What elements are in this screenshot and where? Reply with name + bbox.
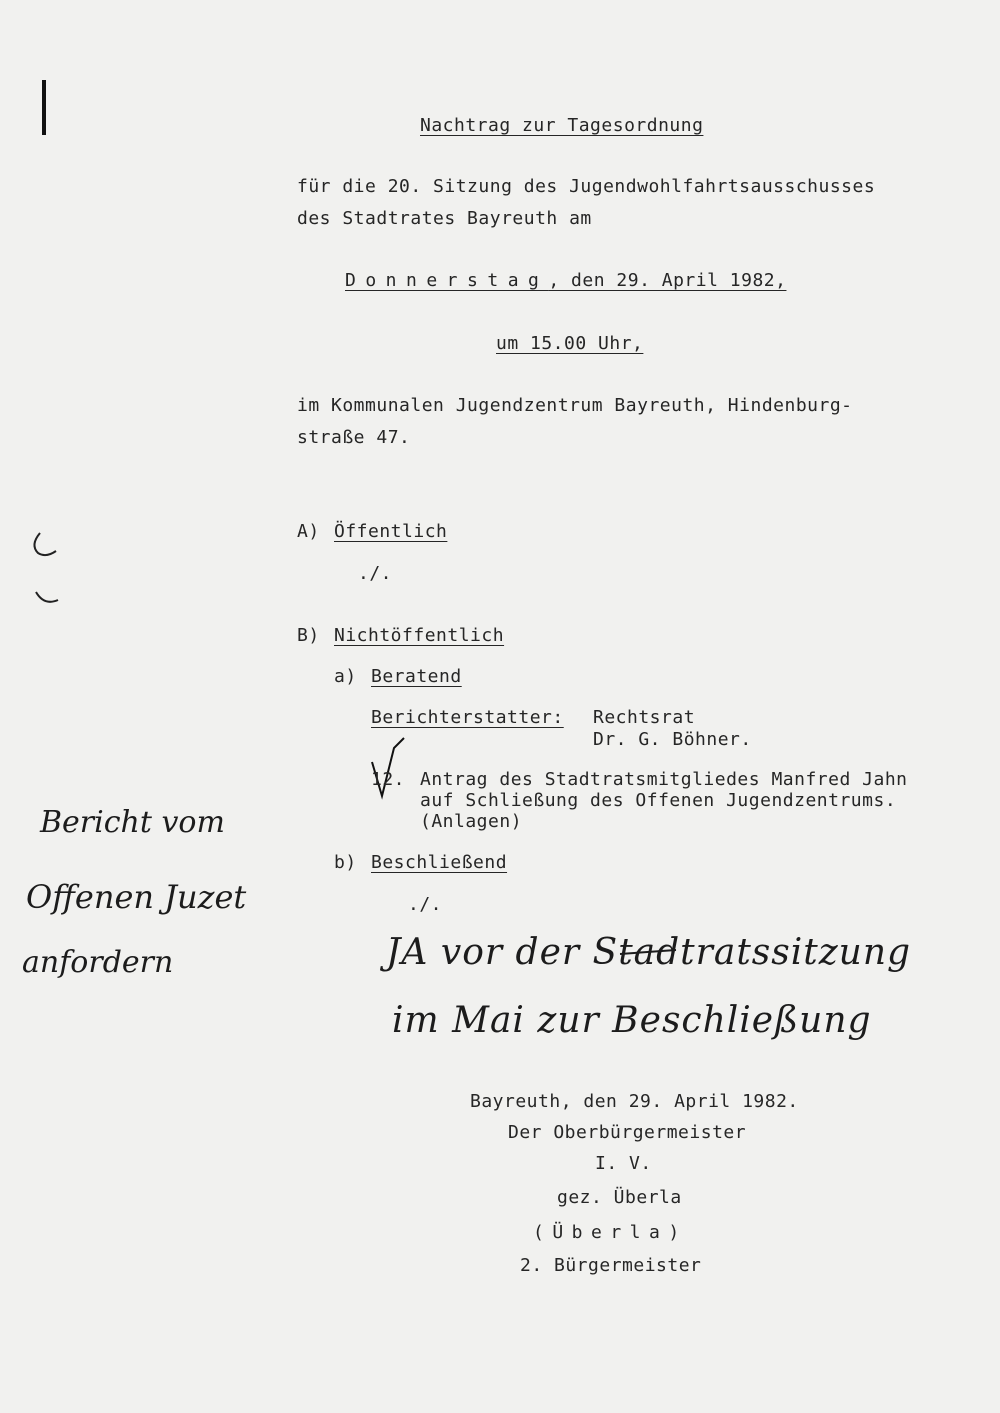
- intro-line-2: des Stadtrates Bayreuth am: [297, 208, 592, 229]
- meeting-date-rest: , den 29. April 1982,: [548, 270, 787, 291]
- handwritten-note-left-3: anfordern: [22, 945, 174, 980]
- section-a-heading: Öffentlich: [334, 521, 448, 542]
- section-a-content: ./.: [358, 563, 393, 584]
- meeting-time: um 15.00 Uhr,: [496, 333, 644, 354]
- section-b-prefix: B): [297, 625, 320, 646]
- reporter-label: Berichterstatter:: [371, 707, 564, 728]
- handwritten-note-left-2: Offenen Juzet: [26, 878, 247, 916]
- sub-b-prefix: b): [334, 852, 357, 873]
- location-line-1: im Kommunalen Jugendzentrum Bayreuth, Hindenburg-: [297, 395, 853, 416]
- sub-b-content: ./.: [408, 894, 443, 915]
- signature-place-date: Bayreuth, den 29. April 1982.: [470, 1091, 799, 1112]
- reporter-line-2: Dr. G. Böhner.: [593, 729, 752, 750]
- intro-line-1: für die 20. Sitzung des Jugendwohlfahrtsausschusses: [297, 176, 876, 197]
- agenda-item-line-3: (Anlagen): [420, 811, 523, 832]
- signature-role: 2. Bürgermeister: [520, 1255, 702, 1276]
- signature-iv: I. V.: [595, 1153, 652, 1174]
- sub-b-heading: Beschließend: [371, 852, 508, 873]
- agenda-item-line-2: auf Schließung des Offenen Jugendzentrums.: [420, 790, 897, 811]
- sub-a-heading: Beratend: [371, 666, 462, 687]
- section-a-prefix: A): [297, 521, 320, 542]
- meeting-date: [345, 270, 786, 292]
- handwritten-note-center-1: JA vor der Stadtratssitzung: [386, 932, 912, 973]
- agenda-item-line-1: Antrag des Stadtratsmitgliedes Manfred Jahn: [420, 769, 908, 790]
- location-line-2: straße 47.: [297, 427, 411, 448]
- handwritten-note-left-1: Bericht vom: [40, 805, 225, 840]
- meeting-weekday: Donnerstag: [345, 270, 549, 291]
- hole-punch-mark-bottom: [36, 592, 58, 602]
- signature-gez: gez. Überla: [557, 1187, 682, 1208]
- signature-name: (Überla): [533, 1222, 688, 1243]
- reporter-line-1: Rechtsrat: [593, 707, 696, 728]
- handwritten-note-center-2: im Mai zur Beschließung: [392, 1000, 872, 1041]
- section-b-heading: Nichtöffentlich: [334, 625, 505, 646]
- agenda-item-number: 12.: [371, 769, 406, 790]
- signature-office: Der Oberbürgermeister: [508, 1122, 747, 1143]
- page-title: Nachtrag zur Tagesordnung: [420, 115, 704, 136]
- sub-a-prefix: a): [334, 666, 357, 687]
- hole-punch-mark-top: [34, 533, 56, 555]
